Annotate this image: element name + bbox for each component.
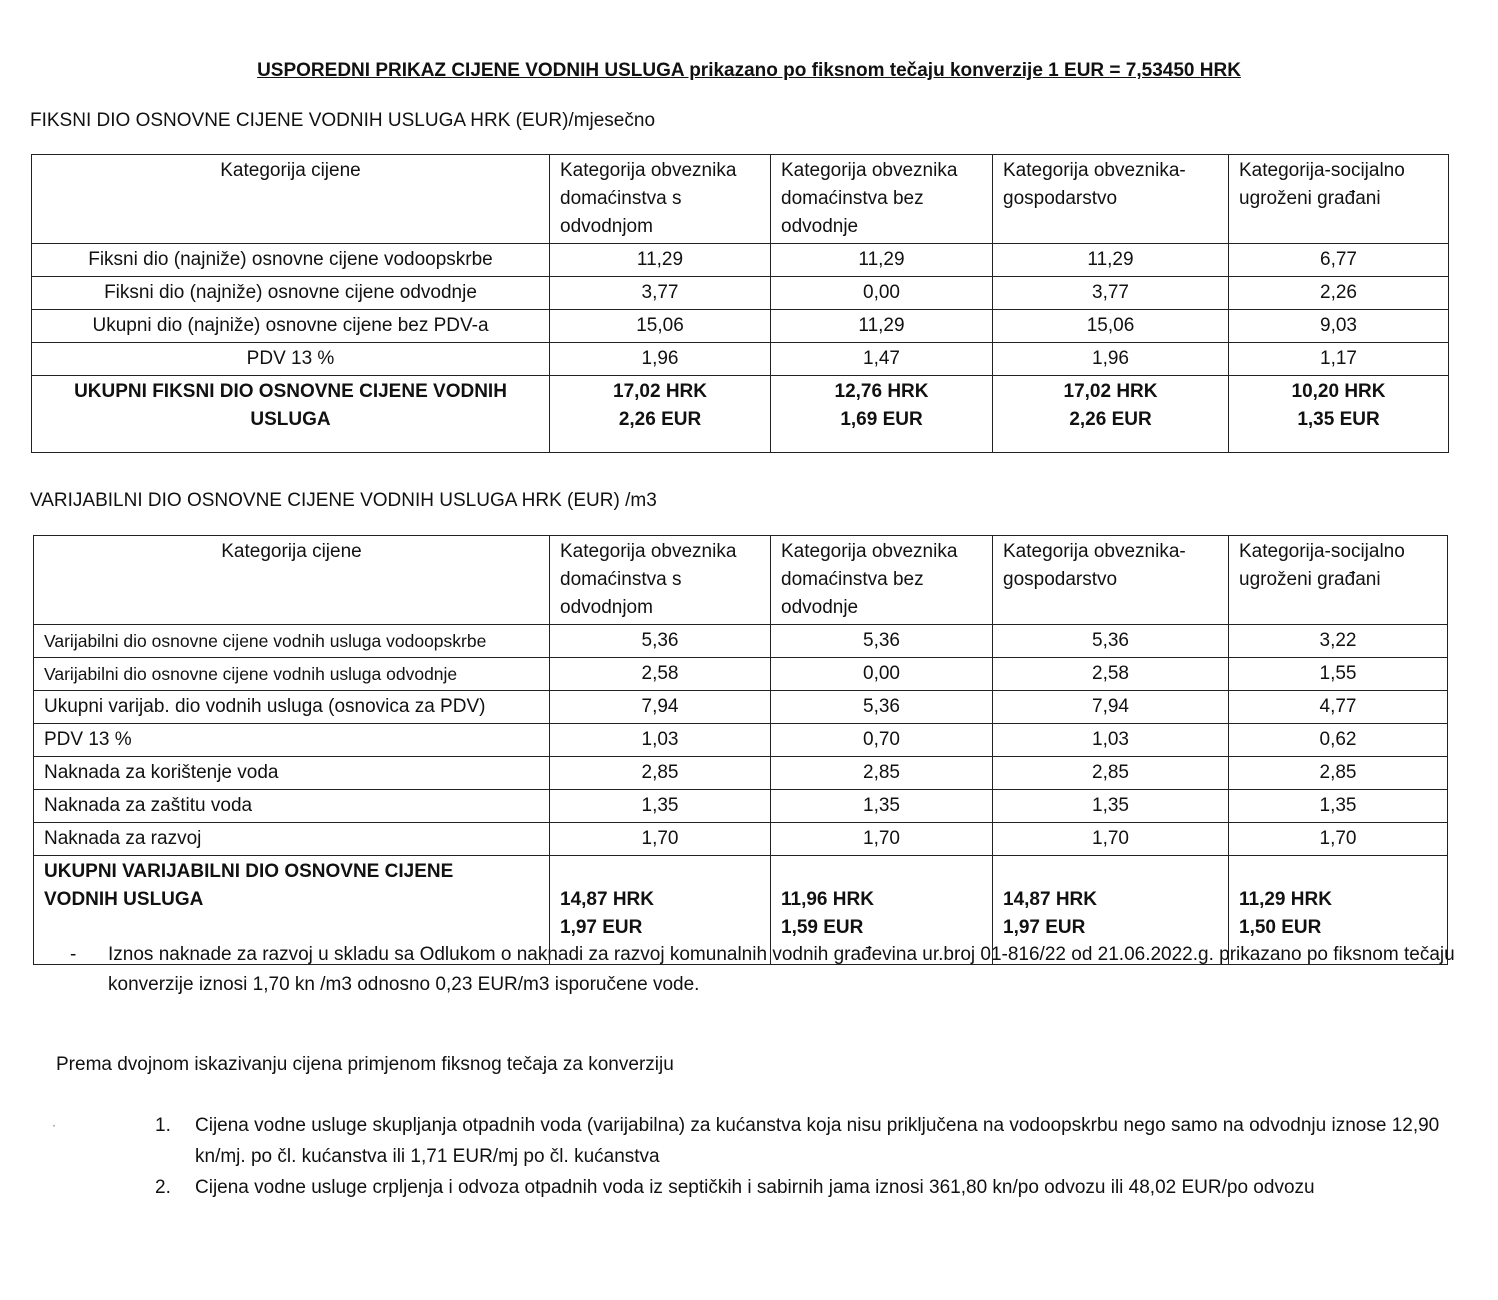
table-row	[32, 244, 1449, 277]
list-number: 2.	[155, 1177, 171, 1198]
header-cell: Kategorija cijene	[32, 155, 550, 244]
total-eur: 1,69 EUR	[840, 409, 923, 430]
cell-value: 1,35	[993, 790, 1229, 823]
total-hrk: 11,29 HRK	[1239, 889, 1332, 910]
total-row	[32, 376, 1449, 453]
cell-value: 2,26	[1229, 277, 1449, 310]
list-text: Cijena vodne usluge crpljenja i odvoza otpadnih voda iz septičkih i sabirnih jama iznosi 361,80 kn/po odvozu ili 48,02 EUR/po odvozu	[195, 1177, 1315, 1198]
row-label: Fiksni dio (najniže) osnovne cijene vodoopskrbe	[32, 244, 550, 277]
total-hrk: 17,02 HRK	[1063, 381, 1158, 402]
cell-value: 1,35	[1229, 790, 1448, 823]
development-fee-note	[70, 940, 1470, 1000]
cell-value: 1,70	[771, 823, 993, 856]
table-row	[34, 625, 1448, 658]
cell-value: 1,70	[550, 823, 771, 856]
cell-value: 5,36	[771, 691, 993, 724]
cell-value: 6,77	[1229, 244, 1449, 277]
cell-value: 5,36	[993, 625, 1229, 658]
total-hrk: 14,87 HRK	[560, 889, 654, 910]
total-cell	[993, 376, 1229, 453]
table-row	[34, 724, 1448, 757]
cell-value: 1,96	[993, 343, 1229, 376]
cell-value: 2,58	[993, 658, 1229, 691]
total-eur: 1,97 EUR	[1003, 917, 1086, 938]
cell-value: 3,77	[550, 277, 771, 310]
total-hrk: 17,02 HRK	[613, 381, 707, 402]
cell-value: 1,47	[771, 343, 993, 376]
list-text: Cijena vodne usluge skupljanja otpadnih voda (varijabilna) za kućanstva koja nisu priključena na vodoopskrbu nego samo na odvodnju iznose 12,90 kn/mj. po čl. kućanstva ili 1,71 EUR/mj po čl. kućanstva	[195, 1115, 1440, 1167]
header-cell: Kategorija cijene	[34, 536, 550, 625]
total-label-line: UKUPNI VARIJABILNI DIO OSNOVNE CIJENE	[44, 861, 454, 882]
total-cell	[1229, 376, 1449, 453]
cell-value: 11,29	[771, 310, 993, 343]
cell-value: 1,55	[1229, 658, 1448, 691]
table-row	[32, 277, 1449, 310]
cell-value: 1,35	[550, 790, 771, 823]
list-item	[155, 1172, 1475, 1203]
cell-value: 11,29	[550, 244, 771, 277]
total-eur: 2,26 EUR	[1069, 409, 1152, 430]
table-row	[34, 658, 1448, 691]
total-hrk: 12,76 HRK	[834, 381, 929, 402]
cell-value: 1,96	[550, 343, 771, 376]
row-label: Varijabilni dio osnovne cijene vodnih usluga vodoopskrbe	[34, 625, 550, 658]
cell-value: 1,35	[771, 790, 993, 823]
header-cell: Kategorija obveznika domaćinstva s odvodnjom	[550, 155, 771, 244]
total-hrk: 14,87 HRK	[1003, 889, 1097, 910]
cell-value: 3,77	[993, 277, 1229, 310]
cell-value: 2,85	[1229, 757, 1448, 790]
total-label-line: VODNIH USLUGA	[44, 889, 204, 910]
header-cell: Kategorija obveznika-gospodarstvo	[993, 155, 1229, 244]
total-cell	[771, 376, 993, 453]
total-eur: 1,59 EUR	[781, 917, 864, 938]
row-label: Ukupni varijab. dio vodnih usluga (osnovica za PDV)	[34, 691, 550, 724]
cell-value: 7,94	[993, 691, 1229, 724]
cell-value: 1,17	[1229, 343, 1449, 376]
header-cell: Kategorija obveznika domaćinstva bez odvodnje	[771, 155, 993, 244]
stray-mark: ·	[52, 1118, 56, 1132]
table-row	[34, 823, 1448, 856]
total-label	[32, 376, 550, 453]
cell-value: 1,70	[993, 823, 1229, 856]
cell-value: 11,29	[993, 244, 1229, 277]
variable-section-title: VARIJABILNI DIO OSNOVNE CIJENE VODNIH USLUGA HRK (EUR) /m3	[30, 490, 657, 511]
table-header-row	[32, 155, 1449, 244]
total-label-line: UKUPNI FIKSNI DIO OSNOVNE CIJENE VODNIH	[74, 381, 507, 402]
header-cell: Kategorija obveznika domaćinstva bez odvodnje	[771, 536, 993, 625]
cell-value: 1,03	[550, 724, 771, 757]
cell-value: 15,06	[550, 310, 771, 343]
note-dash: -	[70, 944, 77, 965]
table-row	[34, 691, 1448, 724]
cell-value: 15,06	[993, 310, 1229, 343]
fixed-price-table	[31, 154, 1449, 453]
list-number: 1.	[155, 1115, 171, 1136]
header-cell: Kategorija obveznika domaćinstva s odvodnjom	[550, 536, 771, 625]
variable-price-table	[33, 535, 1448, 965]
total-eur: 1,50 EUR	[1239, 917, 1322, 938]
cell-value: 3,22	[1229, 625, 1448, 658]
total-eur: 1,97 EUR	[560, 917, 643, 938]
cell-value: 4,77	[1229, 691, 1448, 724]
cell-value: 2,85	[993, 757, 1229, 790]
table-row	[32, 343, 1449, 376]
total-eur: 2,26 EUR	[618, 409, 702, 430]
table-row	[32, 310, 1449, 343]
total-hrk: 11,96 HRK	[781, 889, 874, 910]
pricing-list	[155, 1110, 1475, 1203]
row-label: Naknada za zaštitu voda	[34, 790, 550, 823]
row-label: PDV 13 %	[32, 343, 550, 376]
cell-value: 0,00	[771, 658, 993, 691]
cell-value: 2,58	[550, 658, 771, 691]
header-cell: Kategorija obveznika-gospodarstvo	[993, 536, 1229, 625]
cell-value: 2,85	[550, 757, 771, 790]
cell-value: 1,70	[1229, 823, 1448, 856]
table-row	[34, 790, 1448, 823]
cell-value: 7,94	[550, 691, 771, 724]
header-cell: Kategorija-socijalno ugroženi građani	[1229, 536, 1448, 625]
row-label: PDV 13 %	[34, 724, 550, 757]
document-title: USPOREDNI PRIKAZ CIJENE VODNIH USLUGA prikazano po fiksnom tečaju konverzije 1 EUR = 7,53450 HRK	[257, 60, 1241, 81]
total-cell	[550, 376, 771, 453]
cell-value: 2,85	[771, 757, 993, 790]
total-hrk: 10,20 HRK	[1291, 381, 1386, 402]
table-header-row	[34, 536, 1448, 625]
cell-value: 11,29	[771, 244, 993, 277]
dual-pricing-intro: Prema dvojnom iskazivanju cijena primjenom fiksnog tečaja za konverziju	[56, 1054, 674, 1075]
row-label: Ukupni dio (najniže) osnovne cijene bez PDV-a	[32, 310, 550, 343]
table-row	[34, 757, 1448, 790]
row-label: Naknada za razvoj	[34, 823, 550, 856]
cell-value: 5,36	[550, 625, 771, 658]
fixed-section-title: FIKSNI DIO OSNOVNE CIJENE VODNIH USLUGA HRK (EUR)/mjesečno	[30, 110, 656, 131]
cell-value: 0,62	[1229, 724, 1448, 757]
total-label-line: USLUGA	[250, 409, 331, 430]
list-item	[155, 1110, 1475, 1172]
note-text: Iznos naknade za razvoj u skladu sa Odlukom o naknadi za razvoj komunalnih vodnih građevina ur.broj 01-816/22 od 21.06.2022.g. prikazano po fiksnom tečaju konverzije iznosi 1,70 kn /m3 odnosno 0,23 EUR/m3 isporučene vode.	[108, 944, 1455, 995]
cell-value: 0,70	[771, 724, 993, 757]
row-label: Naknada za korištenje voda	[34, 757, 550, 790]
cell-value: 5,36	[771, 625, 993, 658]
cell-value: 1,03	[993, 724, 1229, 757]
row-label: Varijabilni dio osnovne cijene vodnih usluga odvodnje	[34, 658, 550, 691]
cell-value: 9,03	[1229, 310, 1449, 343]
cell-value: 0,00	[771, 277, 993, 310]
header-cell: Kategorija-socijalno ugroženi građani	[1229, 155, 1449, 244]
total-eur: 1,35 EUR	[1297, 409, 1380, 430]
row-label: Fiksni dio (najniže) osnovne cijene odvodnje	[32, 277, 550, 310]
